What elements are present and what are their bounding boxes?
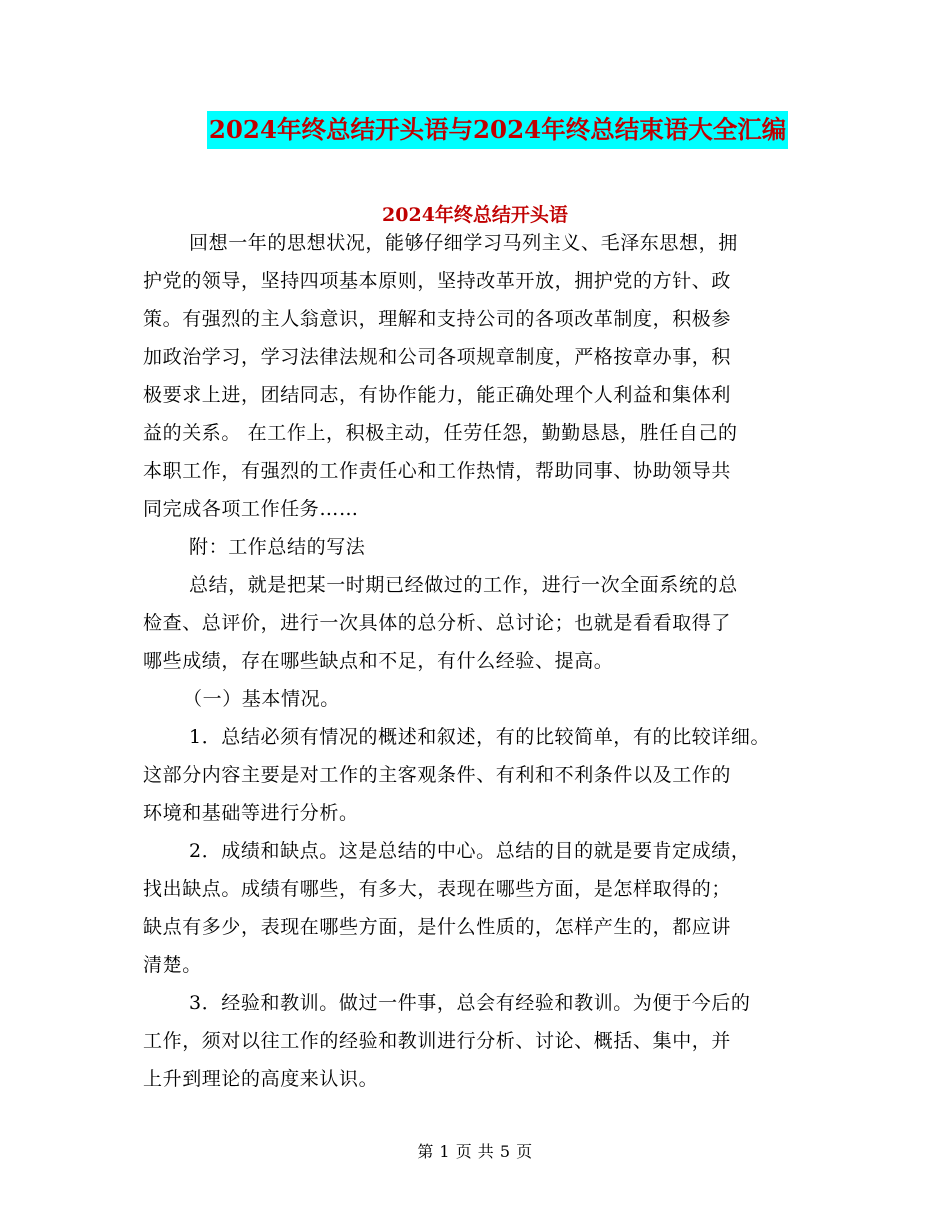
- page-footer: 第 1 页 共 5 页: [417, 1142, 533, 1161]
- paragraph-line: 极要求上进，团结同志，有协作能力，能正确处理个人利益和集体利: [143, 384, 732, 406]
- paragraph-line: 护党的领导，坚持四项基本原则，坚持改革开放，拥护党的方针、政: [143, 270, 732, 292]
- paragraph-line: 同完成各项工作任务……: [143, 498, 359, 520]
- paragraph-line: 本职工作，有强烈的工作责任心和工作热情，帮助同事、协助领导共: [143, 460, 732, 482]
- appendix-heading: 附：工作总结的写法: [189, 536, 366, 558]
- subsection-heading: （一）基本情况。: [183, 688, 340, 710]
- paragraph-line: 总结，就是把某一时期已经做过的工作，进行一次全面系统的总: [189, 574, 738, 596]
- paragraph-line: 2．成绩和缺点。这是总结的中心。总结的目的就是要肯定成绩，: [189, 840, 751, 862]
- paragraph-line: 找出缺点。成绩有哪些，有多大，表现在哪些方面，是怎样取得的；: [143, 878, 732, 900]
- document-title-text: 2024年终总结开头语与2024年终总结束语大全汇编: [207, 111, 788, 149]
- paragraph-line: 益的关系。 在工作上，积极主动，任劳任怨，勤勤恳恳，胜任自己的: [143, 422, 738, 444]
- paragraph-line: 加政治学习，学习法律法规和公司各项规章制度，严格按章办事，积: [143, 346, 732, 368]
- document-body: [143, 224, 823, 1098]
- paragraph-line: 缺点有多少，表现在哪些方面，是什么性质的，怎样产生的，都应讲: [143, 916, 732, 938]
- paragraph-line: 策。有强烈的主人翁意识，理解和支持公司的各项改革制度，积极参: [143, 308, 732, 330]
- paragraph-line: 回想一年的思想状况，能够仔细学习马列主义、毛泽东思想，拥: [189, 232, 738, 254]
- paragraph-line: 哪些成绩，存在哪些缺点和不足，有什么经验、提高。: [143, 650, 614, 672]
- paragraph-line: 3．经验和教训。做过一件事，总会有经验和教训。为便于今后的: [189, 992, 751, 1014]
- paragraph-line: 检查、总评价，进行一次具体的总分析、总讨论；也就是看看取得了: [143, 612, 732, 634]
- paragraph-line: 上升到理论的高度来认识。: [143, 1068, 379, 1090]
- paragraph-line: 这部分内容主要是对工作的主客观条件、有利和不利条件以及工作的: [143, 764, 732, 786]
- paragraph-line: 1．总结必须有情况的概述和叙述，有的比较简单，有的比较详细。: [189, 726, 771, 748]
- paragraph-line: 工作，须对以往工作的经验和教训进行分析、讨论、概括、集中，并: [143, 1030, 732, 1052]
- paragraph-line: 环境和基础等进行分析。: [143, 802, 359, 824]
- document-title: [0, 111, 950, 149]
- section-title: 2024年终总结开头语: [382, 204, 568, 226]
- paragraph-line: 清楚。: [143, 954, 202, 976]
